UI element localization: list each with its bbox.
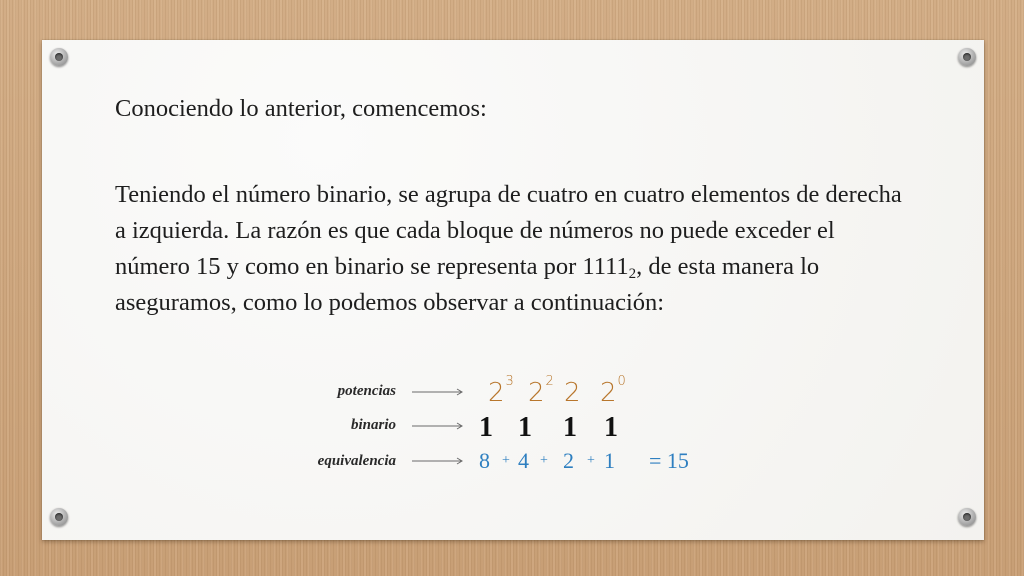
equivalence-value: 2 [563,448,574,473]
intro-text: Conociendo lo anterior, comencemos: [115,95,487,122]
paragraph-part-1: Teniendo el número binario, se agrupa de cuatro en cuatro elementos de derecha a izquierda. La razón es que cada bloque de números no puede exceder el número 15 y como en binario se representa por 1111 [115,181,902,280]
label-binario: binario [350,417,396,433]
equivalence-result: = 15 [649,448,689,473]
grommet-icon [50,48,68,66]
power-exponent: 2 [545,374,554,390]
label-potencias: potencias [337,383,396,399]
power-base: 2 [564,378,581,408]
paragraph-part-2: , de esta manera lo aseguramos, como lo podemos observar a continuación: [115,253,820,316]
power-base: 2 [600,378,617,408]
equivalence-value: 1 [604,448,615,473]
power-2-0 [600,374,626,408]
plus-sign: + [502,453,510,468]
grommet-icon [50,508,68,526]
base-subscript: 2 [628,266,637,282]
arrow-right-icon [412,456,464,466]
power-base: 2 [488,378,505,408]
power-2-2 [528,374,554,408]
equivalence-value: 4 [518,448,529,473]
plus-sign: + [540,453,548,468]
bit-digit: 1 [518,412,532,443]
plus-sign: + [587,453,595,468]
arrow-right-icon [412,387,464,397]
arrow-right-icon [412,421,464,431]
slide-paper [42,40,984,540]
power-exponent: 3 [505,374,514,390]
label-equivalencia: equivalencia [317,453,396,469]
equivalence-value: 8 [479,448,490,473]
power-base: 2 [528,378,545,408]
power-2-3 [488,374,514,408]
body-paragraph [115,177,915,321]
power-2-1 [564,378,582,408]
grommet-icon [958,508,976,526]
bit-digit: 1 [604,412,618,443]
grommet-icon [958,48,976,66]
bit-digit: 1 [479,412,493,443]
bit-digit: 1 [563,412,577,443]
power-exponent: 0 [617,374,626,390]
